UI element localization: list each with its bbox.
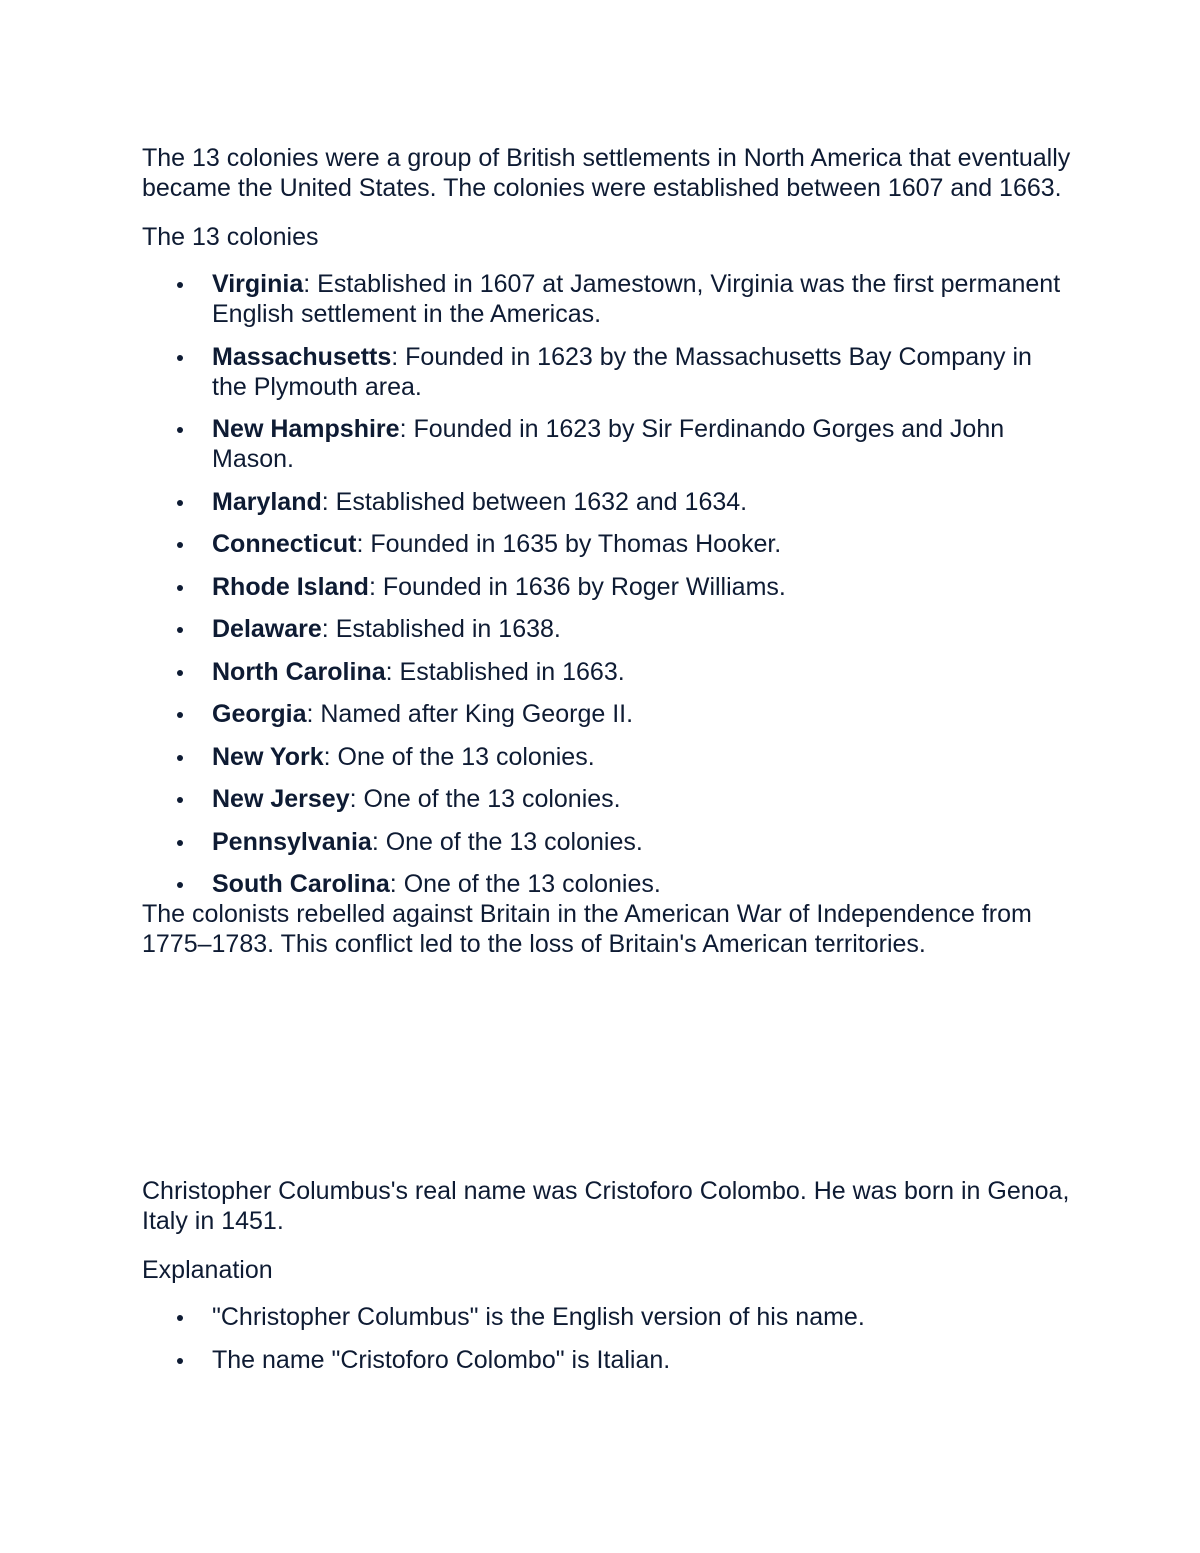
- colonies-heading: The 13 colonies: [142, 223, 319, 251]
- list-item: "Christopher Columbus" is the English version of his name.: [142, 1302, 1072, 1332]
- list-item: [142, 827, 1072, 857]
- colonies-list: [142, 269, 1072, 899]
- columbus-section: [142, 1176, 1072, 1387]
- colony-name: Delaware: [212, 615, 322, 643]
- list-item: [142, 269, 1072, 329]
- list-item: [142, 869, 1072, 899]
- list-item: [142, 742, 1072, 772]
- list-item: [142, 784, 1072, 814]
- colony-name: Massachusetts: [212, 342, 392, 371]
- colonies-intro-paragraph: The 13 colonies were a group of British settlements in North America that eventually became the United States. The colonies were established between 1607 and 1663.: [142, 144, 1071, 202]
- colony-description: : Established between 1632 and 1634.: [321, 487, 748, 516]
- list-item: [142, 572, 1072, 602]
- colony-name: North Carolina: [212, 657, 386, 686]
- list-item: [142, 342, 1072, 402]
- colony-description: : Founded in 1636 by Roger Williams.: [368, 572, 786, 601]
- colony-description: : One of the 13 colonies.: [389, 870, 661, 898]
- list-item: [142, 414, 1072, 474]
- colonies-closing-paragraph: The colonists rebelled against Britain in the American War of Independence from 1775–1783. This conflict led to the loss of Britain's American territories.: [142, 900, 1032, 958]
- colony-description: : Established in 1663.: [385, 657, 625, 686]
- list-item: [142, 614, 1072, 644]
- colony-name: Maryland: [212, 487, 322, 516]
- colony-description: : Named after King George II.: [306, 700, 634, 728]
- list-item: [142, 699, 1072, 729]
- colony-name: Pennsylvania: [212, 827, 372, 856]
- colony-description: : One of the 13 colonies.: [323, 742, 595, 771]
- colony-description: : One of the 13 colonies.: [349, 785, 621, 813]
- list-item: [142, 529, 1072, 559]
- colonies-section: [142, 143, 1072, 959]
- colony-name: New York: [212, 742, 324, 771]
- colony-description: : Established in 1638.: [321, 615, 561, 643]
- colony-name: South Carolina: [212, 870, 390, 898]
- colony-name: Connecticut: [212, 530, 357, 558]
- colony-name: New Jersey: [212, 785, 350, 813]
- colony-description: : Founded in 1623 by the Massachusetts Bay Company in the Plymouth area.: [212, 342, 1032, 401]
- columbus-intro-paragraph: Christopher Columbus's real name was Cristoforo Colombo. He was born in Genoa, Italy in 1451.: [142, 1177, 1070, 1235]
- list-item: The name "Cristoforo Colombo" is Italian.: [142, 1345, 1072, 1375]
- colony-name: Virginia: [212, 270, 304, 298]
- colony-name: Rhode Island: [212, 572, 369, 601]
- list-item: [142, 657, 1072, 687]
- list-item: [142, 487, 1072, 517]
- colony-description: : Founded in 1623 by Sir Ferdinando Gorges and John Mason.: [212, 415, 1005, 473]
- explanation-list: [142, 1302, 1072, 1375]
- colony-description: : Founded in 1635 by Thomas Hooker.: [356, 530, 782, 558]
- explanation-heading: Explanation: [142, 1256, 273, 1284]
- colony-name: Georgia: [212, 700, 307, 728]
- colony-description: : One of the 13 colonies.: [371, 827, 643, 856]
- colony-description: : Established in 1607 at Jamestown, Virginia was the first permanent English settlement in the Americas.: [212, 270, 1061, 328]
- colony-name: New Hampshire: [212, 415, 400, 443]
